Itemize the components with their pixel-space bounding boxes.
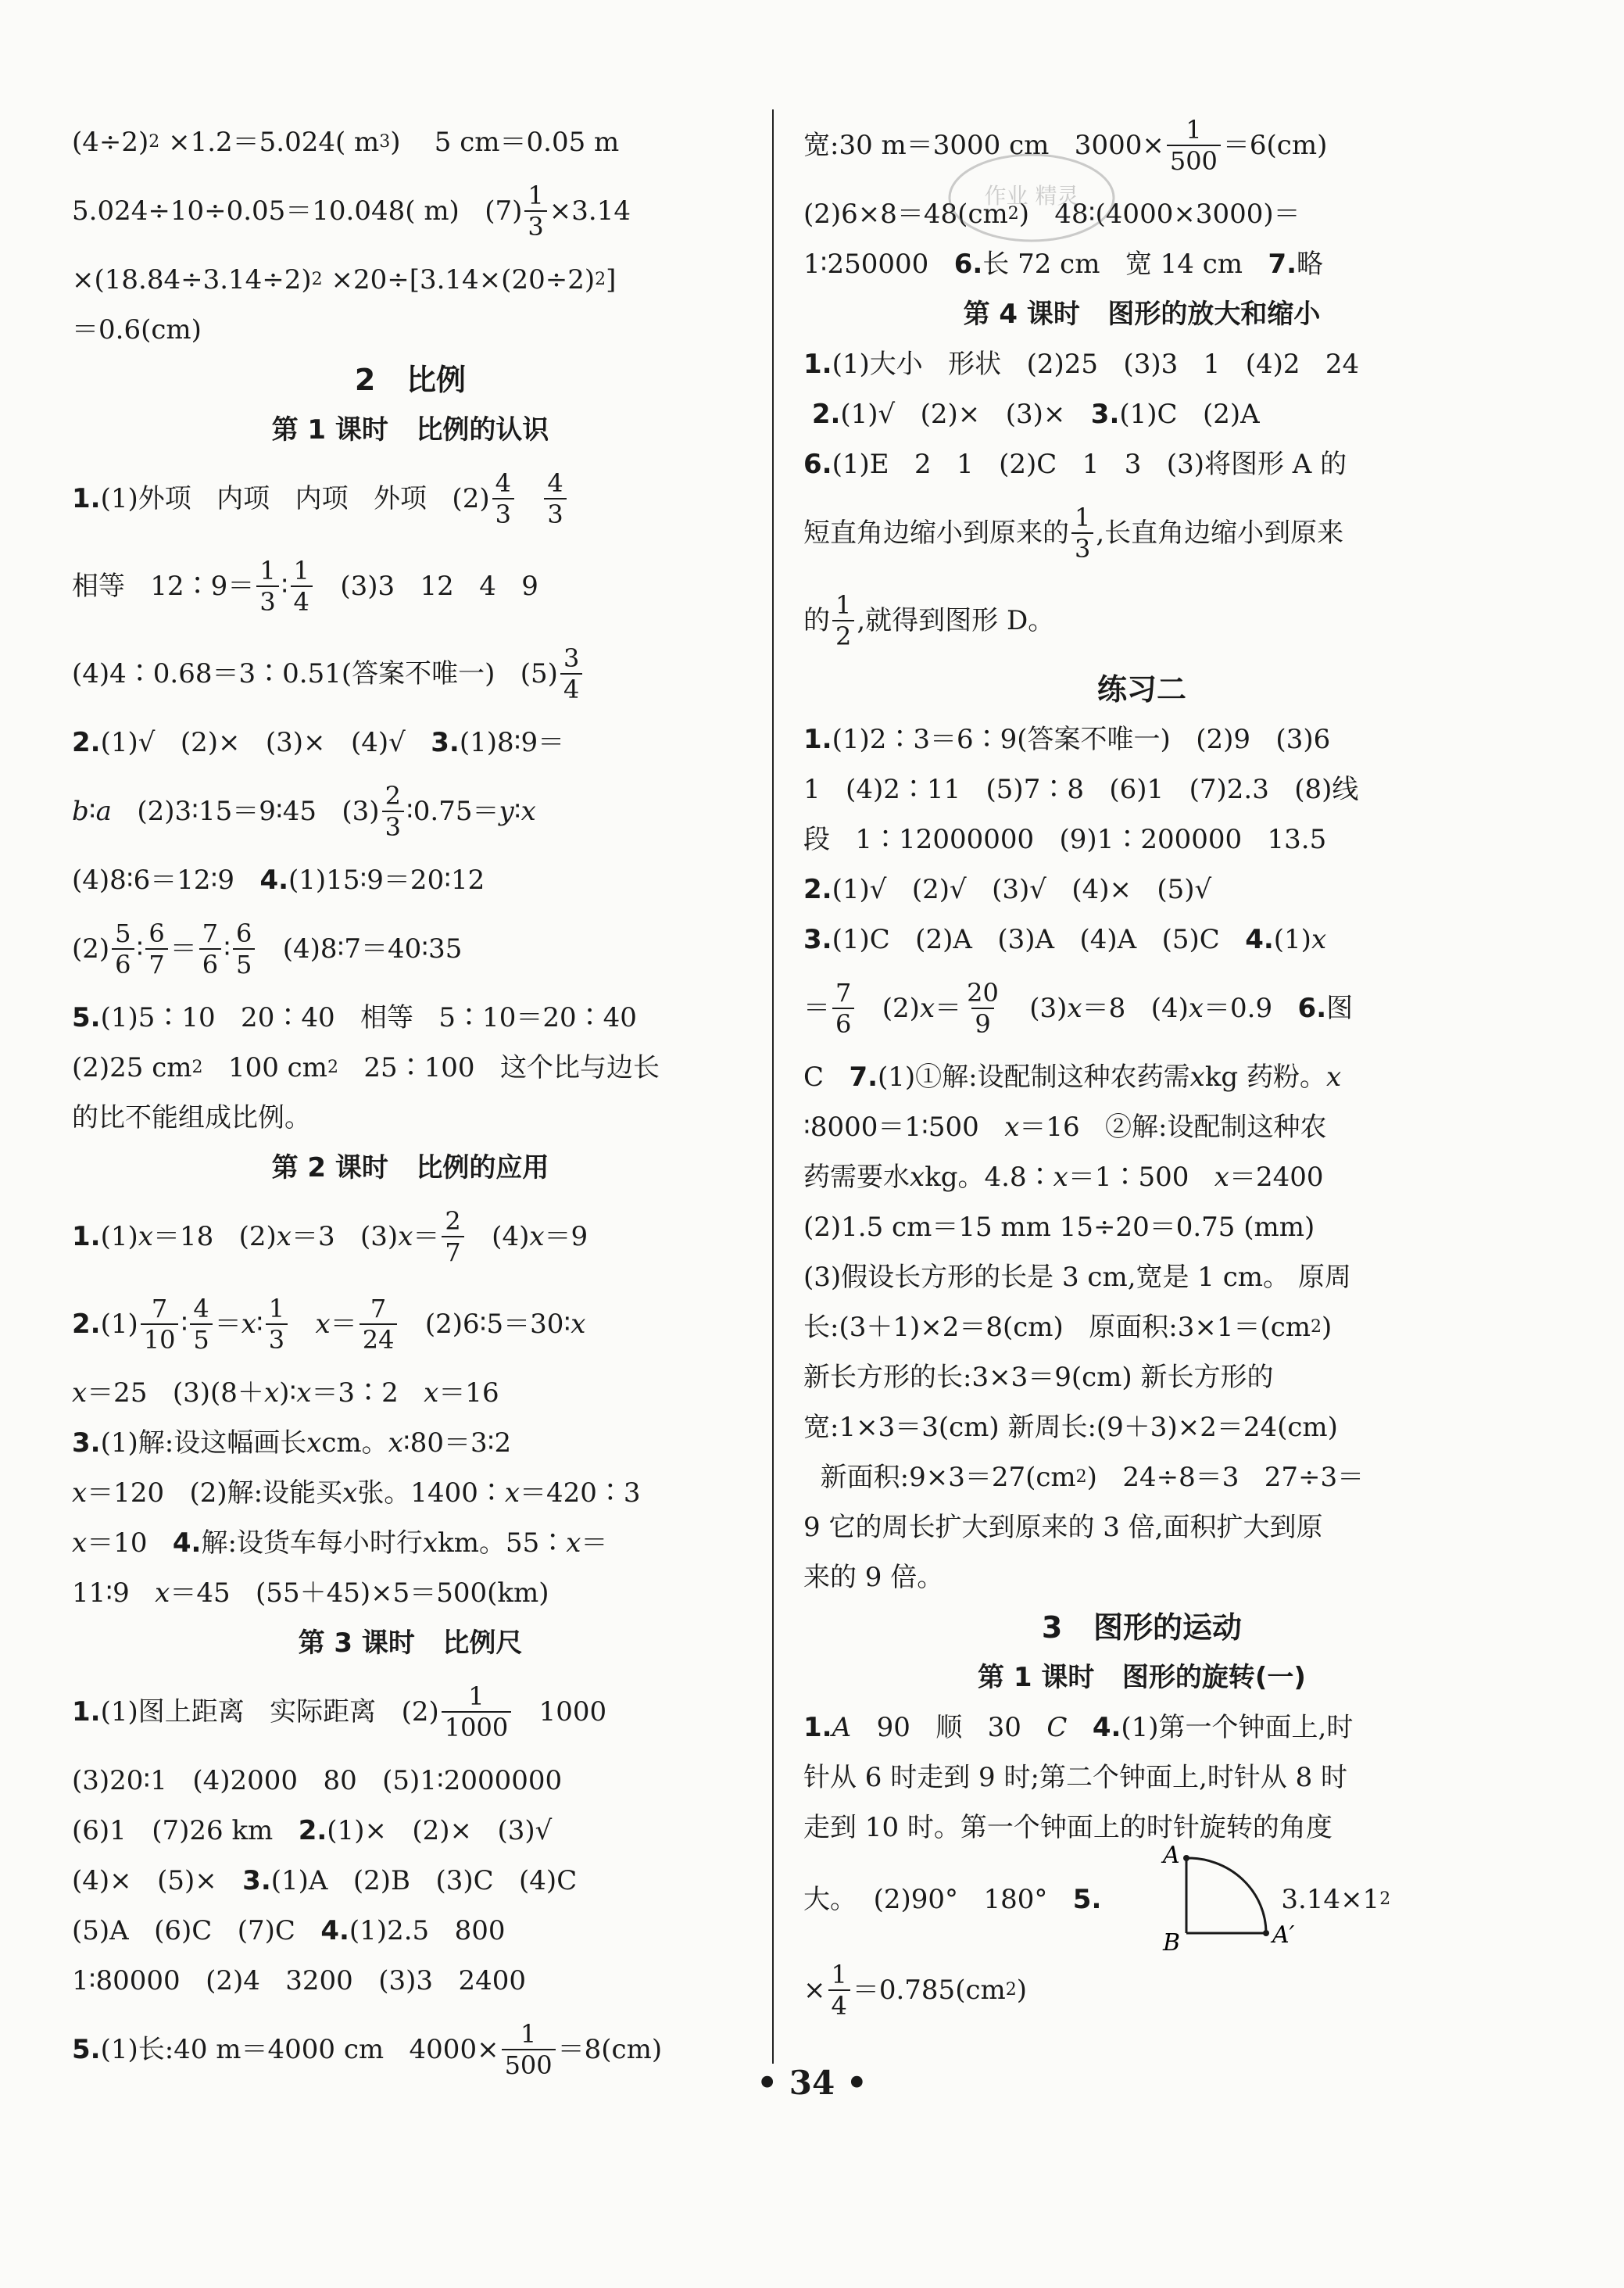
text-line: x ＝10 4. 解:设货车每小时行 x km。55∶ x ＝ <box>72 1527 608 1559</box>
text-line: 的比不能组成比例。 <box>72 1102 311 1133</box>
text-line: 2. (1)√ (2)× (3)× 3. (1)C (2)A <box>811 399 1260 430</box>
page-number: • 34 • <box>757 2064 867 2102</box>
text-line: 1. A 90 顺 30 C 4. (1)第一个钟面上,时 <box>803 1712 1354 1743</box>
svg-text:作业 精灵: 作业 精灵 <box>984 183 1079 209</box>
text-line: ×(18.84÷3.14÷2) 2 ×20÷[3.14×(20÷2) 2 ] <box>72 264 617 295</box>
lesson-heading: 第 1 课时 图形的旋转(一) <box>978 1662 1306 1693</box>
text-line: (5)A (6)C (7)C 4. (1)2.5 800 <box>72 1915 506 1946</box>
text-line: 的 1 2 ,就得到图形 D。 <box>803 590 1055 651</box>
point-a-prime <box>1263 1930 1269 1936</box>
text-line: 1∶80000 (2)4 3200 (3)3 2400 <box>72 1965 526 1996</box>
text-line: 新长方形的长:3×3＝9(cm) 新长方形的 <box>803 1362 1274 1393</box>
text-line: 3. (1)解:设这幅画长 x cm。 x ∶80＝3∶2 <box>72 1427 512 1459</box>
text-line: 短直角边缩小到原来的 1 3 ,长直角边缩小到原来 <box>803 503 1344 564</box>
text-line: (4)× (5)× 3. (1)A (2)B (3)C (4)C <box>72 1865 578 1896</box>
text-line: 2. (1)√ (2)× (3)× (4)√ 3. (1)8∶9＝ <box>72 727 565 758</box>
text-line: 大。 (2)90° 180° 5. 3.14×1 2 <box>803 1884 1391 1915</box>
text-line: (3)20∶1 (4)2000 80 (5)1∶2000000 <box>72 1765 563 1796</box>
lesson-heading: 第 2 课时 比例的应用 <box>271 1152 549 1183</box>
point-a <box>1183 1855 1189 1861</box>
left-column <box>72 117 749 2093</box>
text-line: 1∶250000 6. 长 72 cm 宽 14 cm 7. 略 <box>803 249 1324 280</box>
text-line: 针从 6 时走到 9 时;第二个钟面上,时针从 8 时 <box>803 1762 1348 1793</box>
text-line: (4)4∶0.68＝3∶0.51(答案不唯一) (5) 3 4 <box>72 630 749 718</box>
text-line: 5.024÷10÷0.05＝10.048( m) (7) 1 3 ×3.14 <box>72 181 631 242</box>
text-line: 1. (1)图上距离 实际距离 (2) 1 1000 1000 <box>72 1681 607 1742</box>
quarter-circle-figure <box>1149 1841 1321 1958</box>
text-line: 宽:30 m＝3000 cm 3000× 1 500 ＝6(cm) <box>803 115 1328 176</box>
text-line: C 7. (1)①解:设配制这种农药需 x kg 药粉。 x <box>803 1062 1342 1093</box>
lesson-heading: 第 3 课时 比例尺 <box>298 1627 523 1659</box>
text-line: (2) 5 6 ∶ 6 7 ＝ 7 6 ∶ 6 5 (4)8∶7＝40∶35 <box>72 918 463 979</box>
label-a: A <box>1163 1842 1180 1869</box>
text-line: 2. (1)√ (2)√ (3)√ (4)× (5)√ <box>803 874 1212 905</box>
text-line: 5. (1)5∶10 20∶40 相等 5∶10＝20∶40 <box>72 1002 637 1033</box>
label-b: B <box>1163 1929 1181 1957</box>
text-line: (3)假设长方形的长是 3 cm,宽是 1 cm。 原周 <box>803 1262 1351 1293</box>
text-line: 宽:1×3＝3(cm) 新周长:(9＋3)×2＝24(cm) <box>803 1412 1338 1443</box>
text-line: 相等 12∶9＝ 1 3 ∶ 1 4 (3)3 12 4 9 <box>72 556 538 617</box>
text-line: 1. (1)2∶3＝6∶9(答案不唯一) (2)9 (3)6 <box>803 724 1331 755</box>
text-line: 3. (1)C (2)A (3)A (4)A (5)C 4. (1) x <box>803 924 1327 955</box>
text-line: ＝0.6(cm) <box>72 314 202 346</box>
label-a-prime: A′ <box>1272 1921 1295 1949</box>
text-line: 药需要水 x kg。4.8∶ x ＝1∶500 x ＝2400 <box>803 1162 1324 1193</box>
text-line: 1. (1)大小 形状 (2)25 (3)3 1 (4)2 24 <box>803 349 1360 380</box>
text-line: ＝ 7 6 (2) x ＝ 20 9 (3) x ＝8 (4) x ＝0.9 6. 图 <box>803 978 1354 1039</box>
text-line: ∶8000＝1∶500 x ＝16 ②解:设配制这种农 <box>803 1112 1327 1143</box>
text-line: (2)6×8＝48(cm 2 ) 48∶(4000×3000)＝ <box>803 199 1300 230</box>
text-line: 长:(3＋1)×2＝8(cm) 原面积:3×1＝(cm 2 ) <box>803 1312 1332 1343</box>
arc-line <box>1186 1858 1266 1933</box>
section-heading: 练习二 <box>1096 672 1186 707</box>
text-line: (2)1.5 cm＝15 mm 15÷20＝0.75 (mm) <box>803 1212 1315 1243</box>
lesson-heading: 第 1 课时 比例的认识 <box>271 414 549 446</box>
text-line: 2. (1) 7 10 ∶ 4 5 ＝ x ∶ 1 3 x ＝ 7 24 (2)6∶5＝30∶ x <box>72 1294 586 1355</box>
text-line: 新面积:9×3＝27(cm 2 ) 24÷8＝3 27÷3＝ <box>803 1462 1365 1493</box>
text-line: (4)8∶6＝12∶9 4. (1)15∶9＝20∶12 <box>72 865 485 896</box>
text-line: b ∶ a (2)3∶15＝9∶45 (3) 2 3 ∶0.75＝ y ∶ x <box>72 781 536 842</box>
text-line: 5. (1)长:40 m＝4000 cm 4000× 1 500 ＝8(cm) <box>72 2019 663 2080</box>
text-line: (6)1 (7)26 km 2. (1)× (2)× (3)√ <box>72 1815 553 1846</box>
text-line: 段 1∶12000000 (9)1∶200000 13.5 <box>803 824 1327 855</box>
section-heading: 2 比例 <box>354 363 467 397</box>
right-column <box>803 102 1480 2034</box>
text-line: 1. (1)外项 内项 内项 外项 (2) 4 3 4 3 <box>72 455 749 542</box>
text-line: 1. (1) x ＝18 (2) x ＝3 (3) x ＝ 2 7 (4) x ＝9 <box>72 1206 588 1267</box>
section-heading: 3 图形的运动 <box>1041 1610 1243 1645</box>
text-line: 走到 10 时。第一个钟面上的时针旋转的角度 <box>803 1812 1332 1843</box>
text-line: x ＝25 (3)(8＋ x )∶ x ＝3∶2 x ＝16 <box>72 1377 499 1409</box>
text-line: (4÷2) 2 ×1.2＝5.024( m 3 ) 5 cm＝0.05 m <box>72 127 620 158</box>
text-line: 1 (4)2∶11 (5)7∶8 (6)1 (7)2.3 (8)线 <box>803 774 1359 805</box>
watermark-stamp <box>942 147 1121 249</box>
text-line: x ＝120 (2)解:设能买 x 张。1400∶ x ＝420∶3 <box>72 1477 641 1509</box>
text-line: 11∶9 x ＝45 (55＋45)×5＝500(km) <box>72 1577 549 1609</box>
lesson-heading: 第 4 课时 图形的放大和缩小 <box>963 299 1321 330</box>
text-line: × 1 4 ＝0.785(cm 2 ) <box>803 1960 1028 2021</box>
text-line: 9 它的周长扩大到原来的 3 倍,面积扩大到原 <box>803 1512 1323 1543</box>
column-divider <box>772 109 774 2064</box>
text-line: (2)25 cm 2 100 cm 2 25∶100 这个比与边长 <box>72 1052 660 1083</box>
text-line: 来的 9 倍。 <box>803 1562 944 1593</box>
text-line: 6. (1)E 2 1 (2)C 1 3 (3)将图形 A 的 <box>803 449 1347 480</box>
